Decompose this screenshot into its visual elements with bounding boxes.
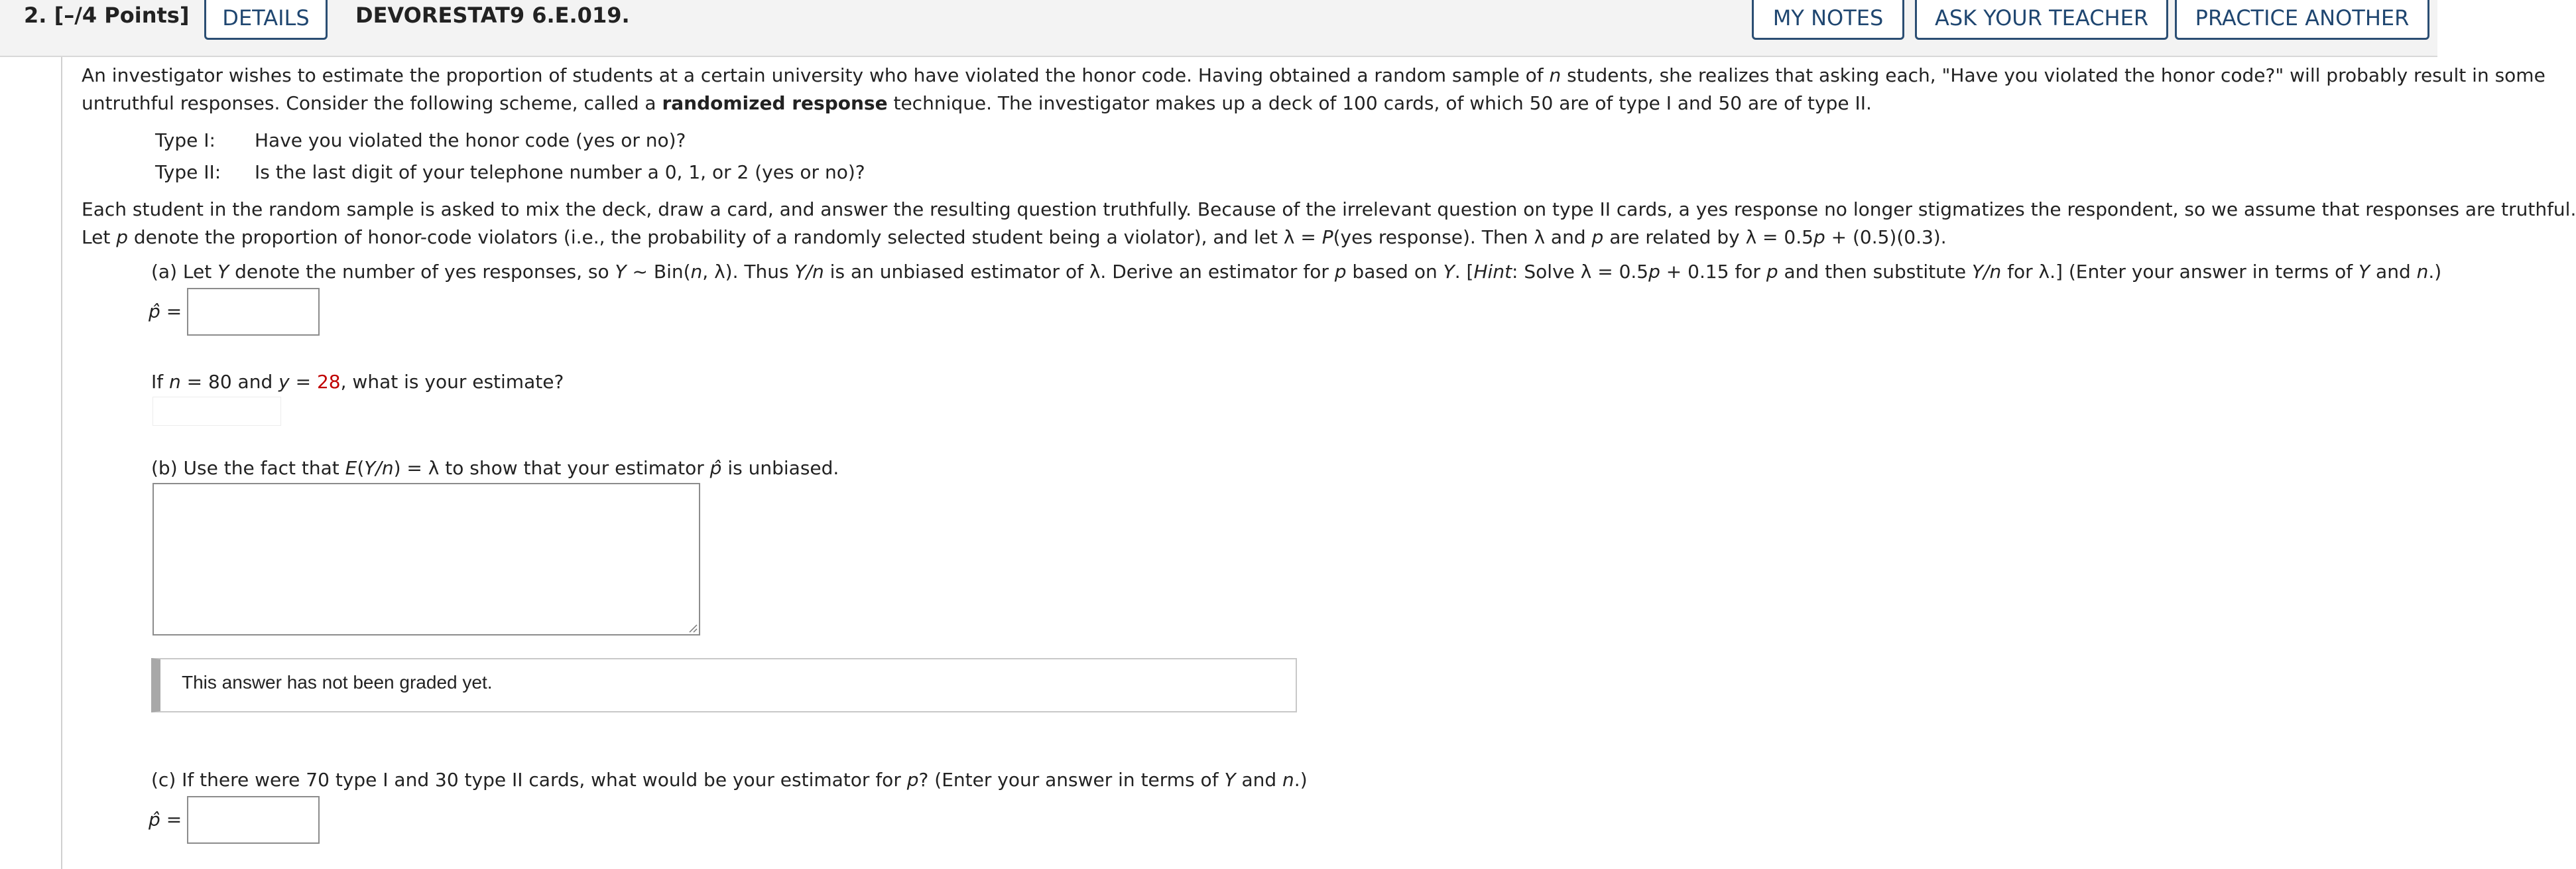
resize-grip-icon[interactable] — [687, 622, 698, 633]
type-2-label: Type II: — [155, 161, 221, 183]
type-1-question: Have you violated the honor code (yes or no)? — [255, 129, 686, 151]
part-b-answer-textarea[interactable] — [153, 483, 700, 635]
my-notes-button[interactable]: MY NOTES — [1752, 0, 1904, 40]
para2-line-2: Let p denote the proportion of honor-code violators (i.e., the probability of a randomly selected student being a violator), and let λ = P(yes response). Then λ and p are related by λ = 0.5p + (0.5)(0.3). — [82, 226, 1947, 248]
part-c-estimator-input[interactable] — [187, 796, 320, 844]
practice-another-button[interactable]: PRACTICE ANOTHER — [2175, 0, 2429, 40]
part-a-estimate-question: If n = 80 and y = 28, what is your estimate? — [151, 371, 564, 393]
part-a-phat-label: p̂ = — [149, 301, 182, 322]
part-c-phat-label: p̂ = — [149, 809, 182, 831]
type-1-label: Type I: — [155, 129, 215, 151]
details-button[interactable]: DETAILS — [204, 0, 328, 40]
intro-line-2: untruthful responses. Consider the following scheme, called a randomized response technique. The investigator makes up a deck of 100 cards, of which 50 are of type I and 50 are of type II. — [82, 92, 1872, 114]
type-2-question: Is the last digit of your telephone number a 0, 1, or 2 (yes or no)? — [255, 161, 865, 183]
question-left-border — [61, 57, 62, 869]
part-a-estimate-input[interactable] — [153, 397, 281, 426]
part-a-prompt: (a) Let Y denote the number of yes responses, so Y ~ Bin(n, λ). Thus Y/n is an unbiased estimator of λ. Derive an estimator for p based on Y. [Hint: Solve λ = 0.5p + 0.15 for p and then substitute Y/n for λ.] (Enter your answer in terms of Y and n.) — [151, 261, 2442, 283]
part-b-prompt: (b) Use the fact that E(Y/n) = λ to show that your estimator p̂ is unbiased. — [151, 457, 839, 479]
intro-line-1: An investigator wishes to estimate the proportion of students at a certain university who have violated the honor code. Having obtained a random sample of n students, she realizes that asking each, "Have you violated the honor code?" will probably result in some — [82, 64, 2545, 86]
para2-line-1: Each student in the random sample is asked to mix the deck, draw a card, and answer the resulting question truthfully. Because of the irrelevant question on type II cards, a yes response no longer stigmatizes the respondent, so we assume that responses are truthful. — [82, 198, 2576, 220]
part-a-estimator-input[interactable] — [187, 288, 320, 336]
question-number-points: 2. [–/4 Points] — [24, 3, 190, 28]
question-header — [0, 0, 2437, 57]
not-graded-notice: This answer has not been graded yet. — [151, 658, 1297, 712]
ask-your-teacher-button[interactable]: ASK YOUR TEACHER — [1915, 0, 2168, 40]
part-c-prompt: (c) If there were 70 type I and 30 type II cards, what would be your estimator for p? (Enter your answer in terms of Y and n.) — [151, 769, 1308, 791]
problem-code: DEVORESTAT9 6.E.019. — [355, 3, 630, 28]
